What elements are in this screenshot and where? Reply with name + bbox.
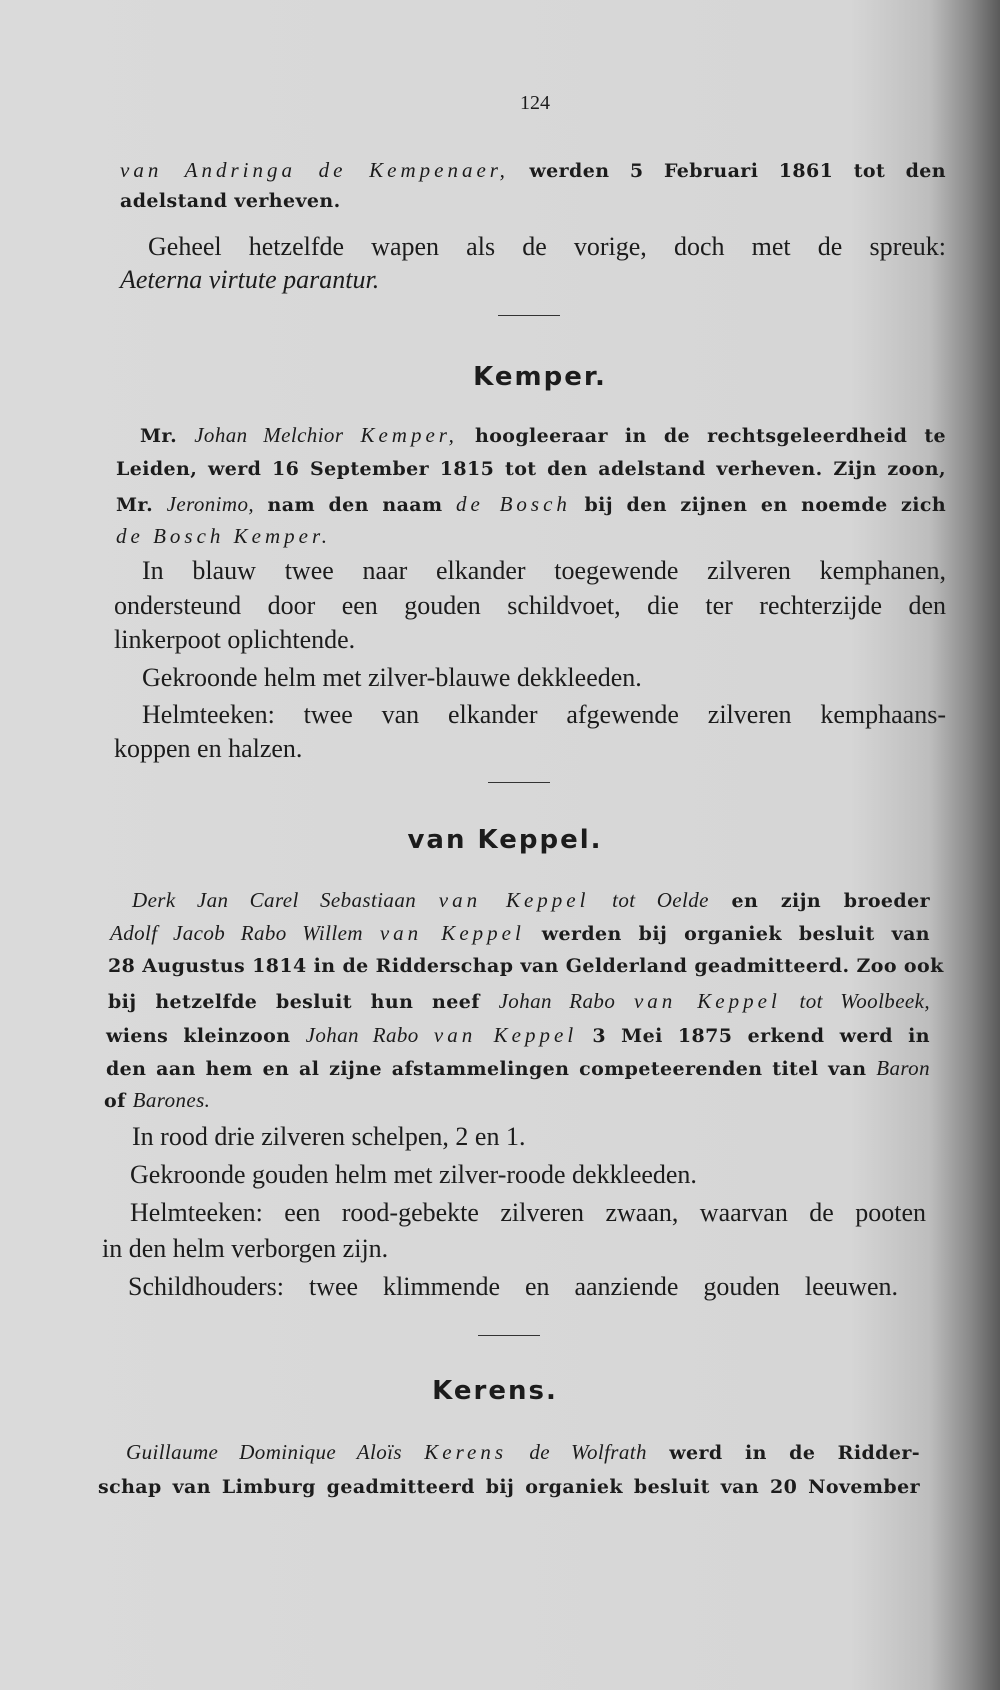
- kemper-line-4: de Bosch Kemper.: [116, 524, 332, 548]
- kemper-arms-1: In blauw twee naar elkander toegewende zilveren kemphanen,: [142, 556, 946, 585]
- top-arms-line-1: Geheel hetzelfde wapen als de vorige, doch met de spreuk:: [148, 232, 946, 261]
- motto: Aeterna virtute parantur.: [120, 265, 380, 294]
- top-para-line-2: adelstand verheven.: [120, 190, 341, 212]
- section-divider: [478, 1335, 540, 1336]
- name-andringa: van Andringa de Kempenaer,: [120, 158, 509, 182]
- top-para-text: werden 5 Februari 1861 tot den: [529, 160, 947, 182]
- section-divider: [498, 315, 560, 316]
- top-para-line-1: [120, 158, 946, 183]
- kerens-line-2: schap van Limburg geadmitteerd bij organiek besluit van 20 November: [98, 1476, 920, 1498]
- kemper-arms-6: koppen en halzen.: [114, 734, 303, 763]
- keppel-arms-2: Gekroonde gouden helm met zilver-roode dekkleeden.: [130, 1160, 697, 1189]
- keppel-arms-5: Schildhouders: twee klimmende en aanziende gouden leeuwen.: [128, 1272, 898, 1301]
- keppel-arms-1: In rood drie zilveren schelpen, 2 en 1.: [132, 1122, 526, 1151]
- keppel-arms-3: Helmteeken: een rood-gebekte zilveren zwaan, waarvan de pooten: [130, 1198, 926, 1227]
- heading-kemper: Kemper.: [473, 362, 607, 392]
- heading-kerens: Kerens.: [432, 1376, 558, 1406]
- keppel-line-6: den aan hem en al zijne afstammelingen competeerenden titel van Baron: [106, 1056, 930, 1080]
- kemper-arms-2: ondersteund door een gouden schildvoet, die ter rechterzijde den: [114, 591, 946, 620]
- kemper-arms-5: Helmteeken: twee van elkander afgewende zilveren kemphaans-: [142, 700, 946, 729]
- page-number: 124: [520, 92, 550, 114]
- kemper-line-3: Mr. Jeronimo, nam den naam de Bosch bij den zijnen en noemde zich: [116, 492, 947, 516]
- kemper-arms-4: Gekroonde helm met zilver-blauwe dekkleeden.: [142, 663, 642, 692]
- keppel-line-1: Derk Jan Carel Sebastiaan van Keppel tot Oelde en zijn broeder: [132, 888, 930, 912]
- kemper-arms-3: linkerpoot oplichtende.: [114, 625, 356, 654]
- kerens-line-1: Guillaume Dominique Aloïs Kerens de Wolfrath werd in de Ridder-: [126, 1440, 921, 1464]
- keppel-arms-4: in den helm verborgen zijn.: [102, 1234, 389, 1263]
- keppel-line-3: 28 Augustus 1814 in de Ridderschap van Gelderland geadmitteerd. Zoo ook: [108, 955, 944, 977]
- section-divider: [488, 782, 550, 783]
- kemper-line-2: Leiden, werd 16 September 1815 tot den adelstand verheven. Zijn zoon,: [116, 458, 946, 480]
- keppel-line-5: wiens kleinzoon Johan Rabo van Keppel 3 Mei 1875 erkend werd in: [106, 1023, 930, 1047]
- keppel-line-2: Adolf Jacob Rabo Willem van Keppel werden bij organiek besluit van: [110, 921, 930, 945]
- kemper-line-1: Mr. Johan Melchior Kemper, hoogleeraar in de rechtsgeleerdheid te: [140, 423, 947, 447]
- keppel-line-7: of Barones.: [104, 1088, 211, 1112]
- heading-van-keppel: van Keppel.: [407, 825, 603, 855]
- keppel-line-4: bij hetzelfde besluit hun neef Johan Rabo van Keppel tot Woolbeek,: [108, 989, 931, 1013]
